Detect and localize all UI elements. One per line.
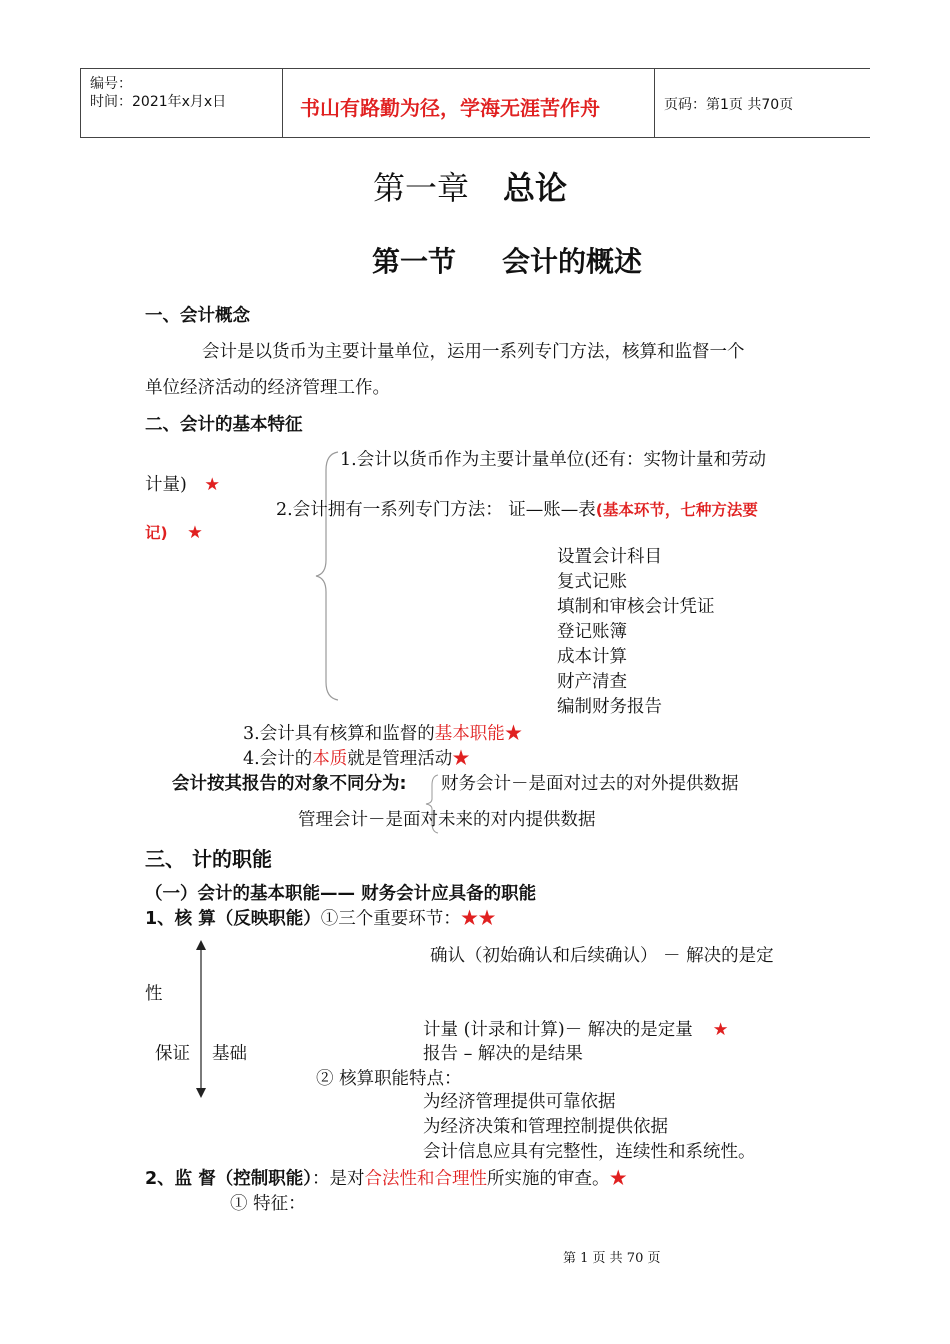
method-item: 填制和审核会计凭证 (557, 597, 715, 617)
heading-functions: 三、 计的职能 (145, 847, 272, 871)
features-list (423, 1090, 756, 1165)
function-2-post: 所实施的审查。 (487, 1169, 610, 1189)
double-star-icon: ★★ (460, 909, 496, 929)
star-icon: ★ (187, 523, 203, 543)
method-item: 设置会计科目 (557, 547, 662, 567)
measure-text: 计量 (计录和计算)－ 解决的是定量 (423, 1020, 693, 1040)
feature-item-3 (243, 720, 522, 745)
header-left-border (80, 69, 81, 137)
feature-item-4-highlight: 本质 (312, 749, 348, 769)
feature-item-1-text: 计量) (145, 475, 187, 495)
chapter-prefix: 第一章 (373, 169, 470, 207)
feature-item-4 (243, 745, 470, 770)
feature-item-3-highlight: 基本职能 (434, 724, 505, 744)
feature-line: 为经济决策和管理控制提供依据 (423, 1117, 668, 1137)
measure-line (423, 1016, 728, 1041)
method-item: 复式记账 (557, 572, 627, 592)
heading-basic-features: 二、会计的基本特征 (145, 415, 303, 435)
method-item: 成本计算 (557, 647, 627, 667)
split-label: 会计按其报告的对象不同分为: (172, 774, 407, 794)
confirm-line-1: 确认（初始确认和后续确认） － 解决的是定 (430, 946, 774, 966)
header-divider-1 (282, 69, 283, 137)
section-prefix: 第一节 (372, 245, 457, 278)
chapter-title (373, 163, 567, 209)
header-motto: 书山有路勤为径，学海无涯苦作舟 (300, 96, 600, 120)
method-item: 登记账簿 (557, 622, 627, 642)
report-line: 报告 – 解决的是结果 (423, 1044, 583, 1064)
method-item: 财产清查 (557, 672, 627, 692)
methods-list (557, 545, 715, 720)
function-1-label: 1、核 算（反映职能） (145, 909, 321, 929)
star-icon: ★ (609, 1169, 628, 1189)
function-2-title (145, 1165, 627, 1190)
header-page-info: 页码：第1页 共70页 (664, 97, 794, 113)
feature-item-3-text: 3.会计具有核算和监督的 (243, 724, 435, 744)
function-2-feature: ① 特征： (230, 1194, 306, 1214)
feature-line: 为经济管理提供可靠依据 (423, 1092, 616, 1112)
header-divider-2 (654, 69, 655, 137)
split-financial: 财务会计－是面对过去的对外提供数据 (441, 774, 739, 794)
feature-line: 会计信息应具有完整性，连续性和系统性。 (423, 1142, 756, 1162)
subheading-basic-functions: （一）会计的基本职能—— 财务会计应具备的职能 (145, 884, 537, 904)
header-code-label: 编号： (90, 76, 132, 92)
star-icon: ★ (712, 1020, 729, 1040)
chapter-name: 总论 (503, 169, 568, 207)
features-title: ② 核算职能特点： (316, 1069, 462, 1089)
page-footer: 第 1 页 共 70 页 (563, 1251, 661, 1266)
feature-item-1-line-1: 1.会计以货币作为主要计量单位(还有：实物计量和劳动 (340, 450, 767, 470)
star-icon: ★ (204, 475, 221, 495)
function-1-title (145, 905, 496, 930)
split-management: 管理会计－是面对未来的对内提供数据 (298, 810, 596, 830)
left-brace-icon (312, 450, 340, 702)
section-name: 会计的概述 (502, 245, 643, 278)
feature-item-4-text-end: 就是管理活动 (347, 749, 453, 769)
feature-item-2-note: (基本环节，七种方法要 (595, 501, 758, 519)
method-item: 编制财务报告 (557, 697, 662, 717)
feature-item-2-note-end: 记) (145, 524, 168, 542)
label-guarantee: 保证 (155, 1044, 190, 1064)
function-2-pre: ：是对 (312, 1169, 365, 1189)
feature-item-1-line-2 (145, 471, 220, 496)
function-1-rest: ①三个重要环节： (320, 909, 461, 929)
star-icon: ★ (452, 749, 470, 769)
feature-item-2-line-1 (276, 496, 758, 521)
concept-line-1: 会计是以货币为主要计量单位，运用一系列专门方法，核算和监督一个 (202, 342, 745, 362)
double-arrow-icon (194, 940, 208, 1098)
function-2-highlight: 合法性和合理性 (364, 1169, 488, 1189)
feature-item-4-text: 4.会计的 (243, 749, 313, 769)
header-time-label: 时间：2021年x月x日 (90, 94, 227, 110)
label-basis: 基础 (212, 1044, 247, 1064)
star-icon: ★ (504, 724, 523, 744)
concept-line-2: 单位经济活动的经济管理工作。 (145, 378, 390, 398)
feature-item-2-line-2 (145, 521, 203, 543)
document-header (80, 68, 870, 138)
heading-accounting-concept: 一、会计概念 (145, 306, 250, 326)
function-2-label: 2、监 督（控制职能） (145, 1169, 313, 1189)
feature-item-2-text: 2.会计拥有一系列专门方法： 证—账—表 (276, 500, 596, 520)
confirm-line-2: 性 (145, 984, 163, 1004)
section-title (372, 240, 642, 280)
